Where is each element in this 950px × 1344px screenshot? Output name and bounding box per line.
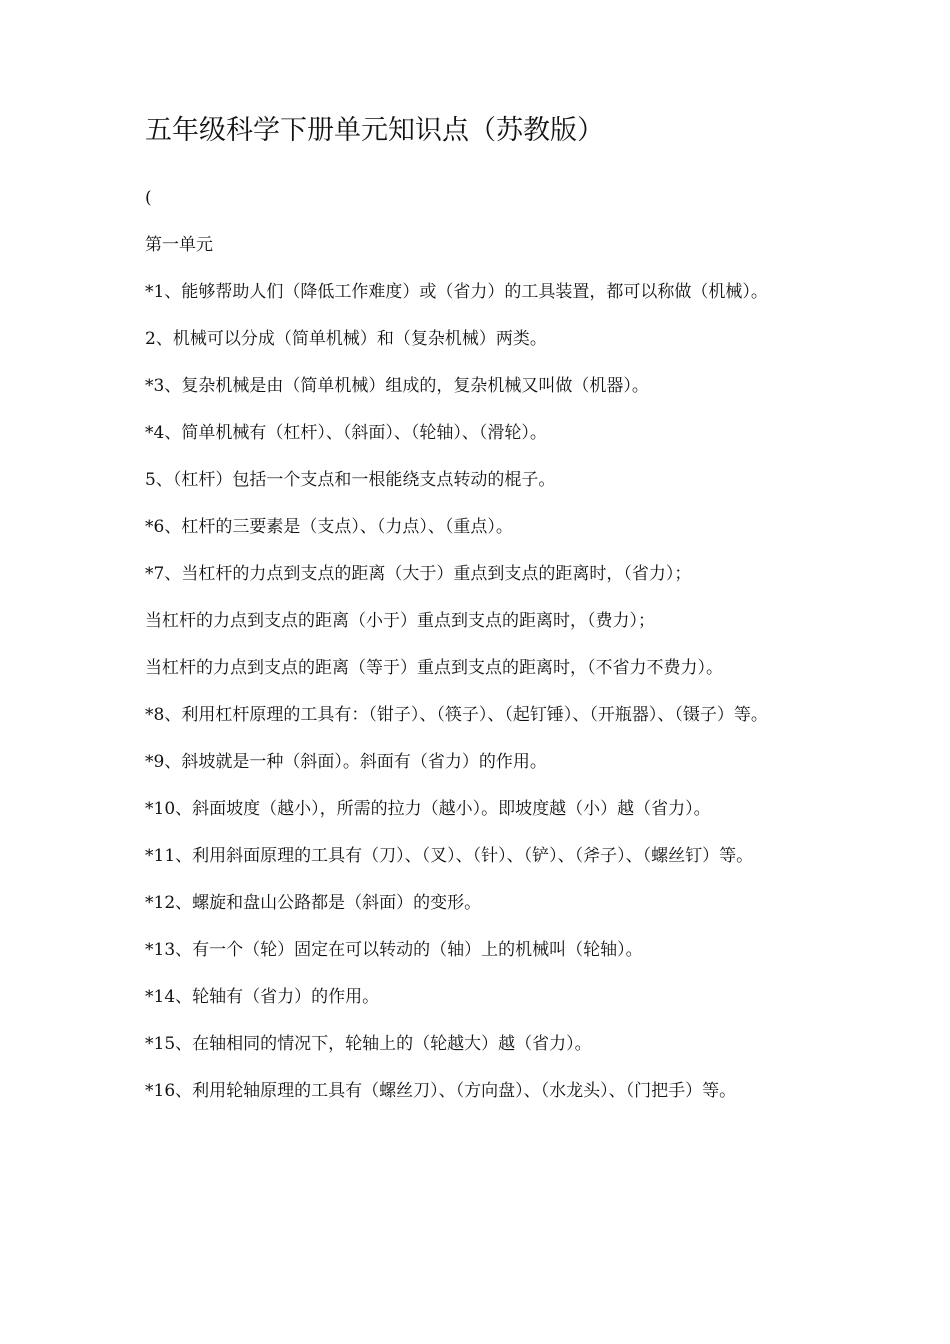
point-3: *3、复杂机械是由（简单机械）组成的，复杂机械又叫做（机器）。 xyxy=(145,376,649,396)
point-7a: *7、当杠杆的力点到支点的距离（大于）重点到支点的距离时，（省力）； xyxy=(145,564,692,584)
point-12: *12、螺旋和盘山公路都是（斜面）的变形。 xyxy=(145,893,482,913)
point-4: *4、简单机械有（杠杆）、（斜面）、（轮轴）、（滑轮）。 xyxy=(145,423,547,443)
document-body xyxy=(145,232,815,1125)
point-7c: 当杠杆的力点到支点的距离（等于）重点到支点的距离时，（不省力不费力）。 xyxy=(145,658,723,678)
point-5: 5、（杠杆）包括一个支点和一根能绕支点转动的棍子。 xyxy=(145,470,556,490)
section-heading: 第一单元 xyxy=(145,235,213,255)
point-10: *10、斜面坡度（越小），所需的拉力（越小）。即坡度越（小）越（省力）。 xyxy=(145,799,711,819)
point-15: *15、在轴相同的情况下，轮轴上的（轮越大）越（省力）。 xyxy=(145,1034,592,1054)
point-13: *13、有一个（轮）固定在可以转动的（轴）上的机械叫（轮轴）。 xyxy=(145,940,643,960)
point-6: *6、杠杆的三要素是（支点）、（力点）、（重点）。 xyxy=(145,517,513,537)
point-2: 2、机械可以分成（简单机械）和（复杂机械）两类。 xyxy=(145,329,547,349)
point-8: *8、利用杠杆原理的工具有：（钳子）、（筷子）、（起钉锤）、（开瓶器）、（镊子）等。 xyxy=(145,705,768,725)
document-title: 五年级科学下册单元知识点（苏教版） xyxy=(145,115,604,146)
point-11: *11、利用斜面原理的工具有（刀）、（叉）、（针）、（铲）、（斧子）、（螺丝钉）等。 xyxy=(145,846,754,866)
point-14: *14、轮轴有（省力）的作用。 xyxy=(145,987,380,1007)
point-7b: 当杠杆的力点到支点的距离（小于）重点到支点的距离时，（费力）； xyxy=(145,611,655,631)
point-9: *9、斜坡就是一种（斜面）。斜面有（省力）的作用。 xyxy=(145,752,547,772)
point-1: *1、能够帮助人们（降低工作难度）或（省力）的工具装置，都可以称做（机械）。 xyxy=(145,282,768,302)
point-16: *16、利用轮轴原理的工具有（螺丝刀）、（方向盘）、（水龙头）、（门把手）等。 xyxy=(145,1081,737,1101)
stray-parenthesis: ( xyxy=(145,188,152,208)
